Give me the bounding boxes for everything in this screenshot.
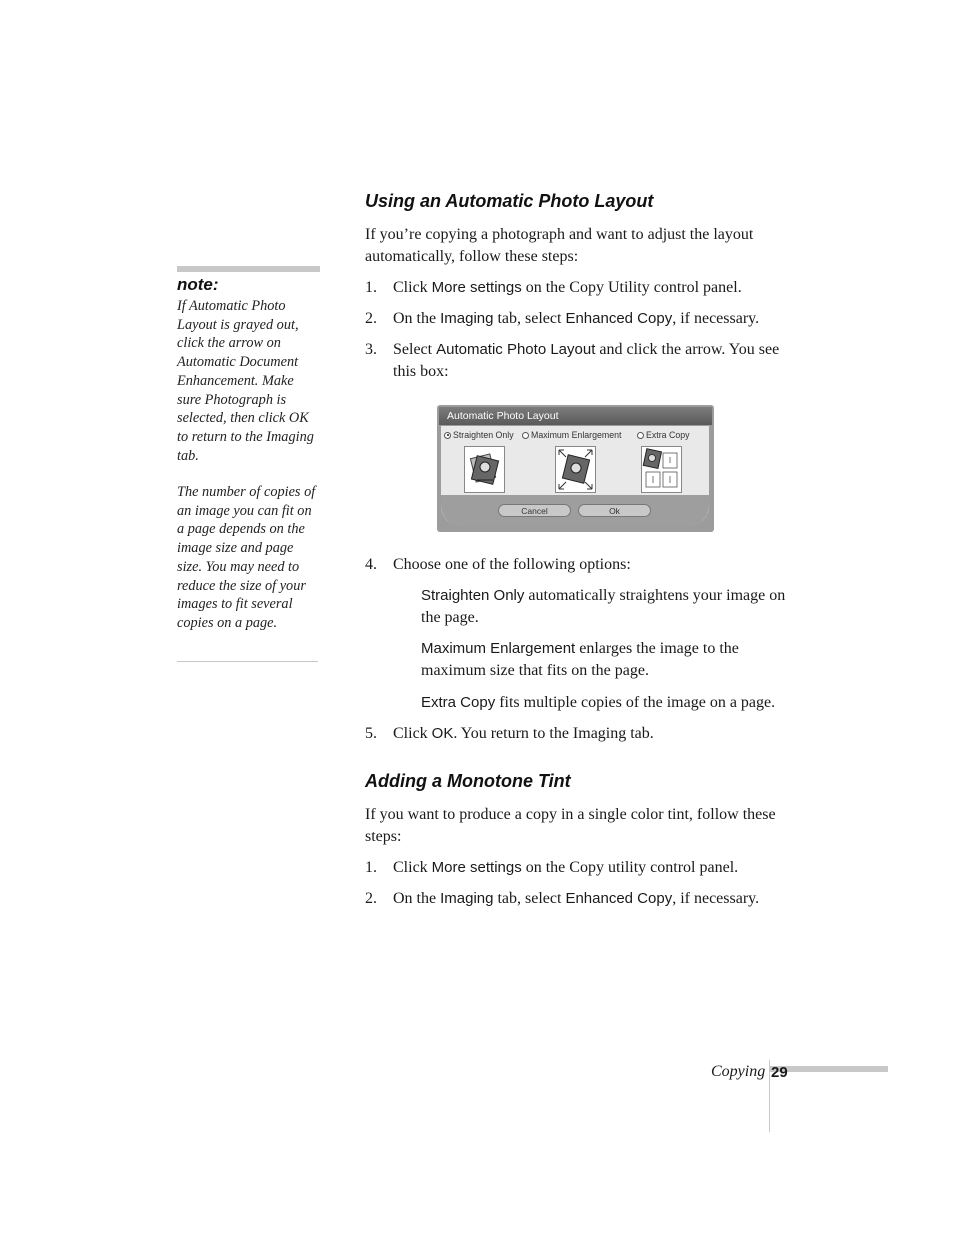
radio-label: Maximum Enlargement	[531, 430, 622, 440]
dialog-title: Automatic Photo Layout	[439, 407, 712, 425]
step-text: , if necessary.	[672, 890, 760, 907]
step-number: 5.	[365, 725, 377, 742]
section-heading-photo-layout: Using an Automatic Photo Layout	[365, 191, 654, 211]
section2-step-1	[365, 857, 790, 879]
step-text: Click	[393, 859, 432, 876]
radio-label: Straighten Only	[453, 430, 514, 440]
cancel-button[interactable]: Cancel	[498, 504, 571, 517]
dialog-footer	[441, 495, 709, 527]
note-paragraph-1: If Automatic Photo Layout is grayed out, click the arrow on Automatic Document Enhancement. Make sure Photograph is selected, then click OK to return to the Imaging tab.	[177, 298, 314, 464]
ui-term: More settings	[431, 859, 522, 876]
option-straighten-only	[421, 585, 789, 629]
option-text: automatically straightens your image on the page.	[421, 587, 786, 626]
step-text: tab, select	[493, 310, 566, 327]
step-text: On the	[393, 890, 441, 907]
ui-term: Enhanced Copy	[565, 890, 673, 907]
step-4	[365, 554, 790, 576]
radio-straighten-only[interactable]	[444, 430, 514, 440]
enlarge-thumb-icon	[556, 447, 595, 492]
ui-term: Automatic Photo Layout	[436, 341, 596, 358]
ui-term: Imaging	[440, 890, 494, 907]
step-number: 4.	[365, 556, 377, 573]
step-text: tab, select	[493, 890, 566, 907]
option-extra-copy	[421, 692, 789, 714]
option-maximum-enlargement	[421, 638, 789, 682]
step-text: On the	[393, 310, 441, 327]
extra-copy-thumb-icon	[642, 447, 681, 492]
step-1	[365, 277, 790, 299]
radio-extra-copy[interactable]	[637, 430, 690, 440]
step-2	[365, 308, 790, 330]
step-text: , if necessary.	[672, 310, 760, 327]
footer-bar	[770, 1066, 888, 1072]
note-top-bar	[177, 266, 320, 272]
straighten-thumb-icon[interactable]	[464, 446, 505, 493]
enlarge-thumb-icon[interactable]	[555, 446, 596, 493]
footer-divider	[769, 1060, 770, 1132]
step-text: Choose one of the following options:	[393, 556, 631, 573]
step-number: 1.	[365, 859, 377, 876]
page-number: 29	[771, 1064, 788, 1081]
section-heading-monotone-tint: Adding a Monotone Tint	[365, 771, 571, 791]
step-text: Click	[393, 725, 432, 742]
step-text: Click	[393, 279, 432, 296]
step-text: and click the arrow. You see this box:	[393, 341, 780, 380]
step-number: 1.	[365, 279, 377, 296]
section2-step-2	[365, 888, 790, 910]
note-bottom-rule	[177, 661, 318, 662]
step-number: 3.	[365, 341, 377, 358]
step-text: on the Copy Utility control panel.	[521, 279, 742, 296]
step-5	[365, 723, 790, 745]
ui-term: Enhanced Copy	[565, 310, 673, 327]
note-label: note:	[177, 275, 219, 294]
extra-copy-thumb-icon[interactable]	[641, 446, 682, 493]
step-text: Select	[393, 341, 437, 358]
ui-term: Imaging	[440, 310, 494, 327]
option-text: fits multiple copies of the image on a page.	[495, 694, 776, 711]
ui-term: More settings	[431, 279, 522, 296]
footer-chapter-label: Copying	[711, 1063, 766, 1080]
ui-term: OK	[431, 725, 454, 742]
radio-icon	[637, 432, 644, 439]
step-text: . You return to the Imaging tab.	[453, 725, 654, 742]
ui-term: Straighten Only	[421, 587, 525, 604]
radio-icon	[522, 432, 529, 439]
step-number: 2.	[365, 310, 377, 327]
radio-selected-icon	[444, 432, 451, 439]
radio-maximum-enlargement[interactable]	[522, 430, 621, 440]
note-paragraph-2: The number of copies of an image you can fit on a page depends on the image size and page size. You may need to reduce the size of your images to fit several copies on a page.	[177, 484, 316, 631]
straighten-thumb-icon	[465, 447, 504, 492]
ui-term: Extra Copy	[421, 694, 496, 711]
step-3	[365, 339, 790, 383]
step-text: on the Copy utility control panel.	[521, 859, 739, 876]
option-text: enlarges the image to the maximum size that fits on the page.	[421, 640, 739, 679]
step-number: 2.	[365, 890, 377, 907]
ui-term: Maximum Enlargement	[421, 640, 576, 657]
radio-label: Extra Copy	[646, 430, 690, 440]
automatic-photo-layout-dialog	[437, 405, 714, 532]
section2-intro: If you want to produce a copy in a single color tint, follow these steps:	[365, 806, 776, 845]
section1-intro: If you’re copying a photograph and want to adjust the layout automatically, follow these steps:	[365, 226, 754, 265]
ok-button[interactable]: Ok	[578, 504, 651, 517]
